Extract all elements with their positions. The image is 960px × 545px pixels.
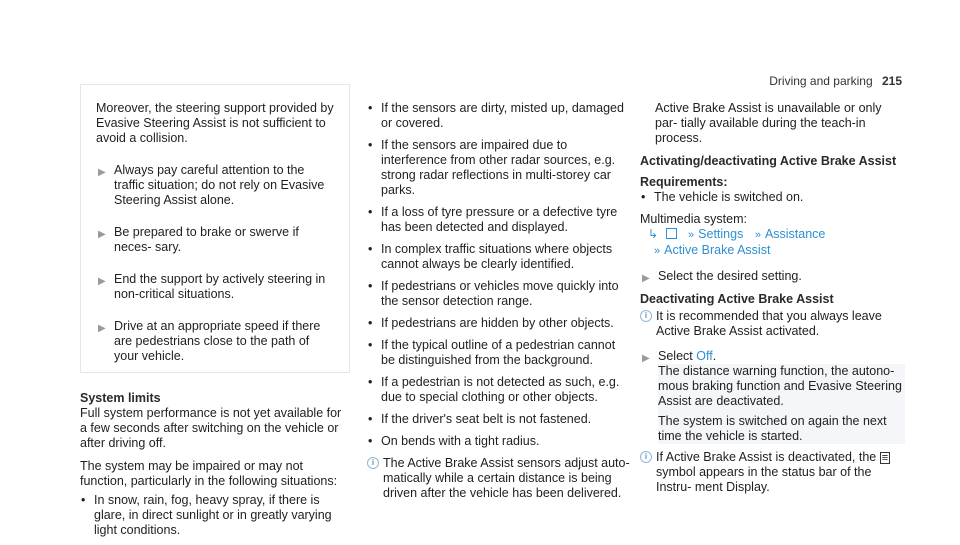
activating-heading: Activating/deactivating Active Brake Assist	[640, 154, 897, 168]
limits-paragraph: Full system performance is not yet available for a few seconds after switching on the vehicle or after driving off.	[80, 406, 342, 450]
list-item: • If a loss of tyre pressure or a defective tyre has been detected and displayed.	[368, 205, 618, 234]
info-note: i It is recommended that you always leave Active Brake Assist activated.	[640, 309, 905, 339]
step-item: ▶ Drive at an appropriate speed if there are pedestrians close to the path of your vehicle.	[98, 319, 321, 363]
intro-text: Moreover, the steering support provided by Evasive Steering Assist is not sufficient to avoid a collision.	[96, 101, 334, 145]
info-icon: i	[640, 451, 652, 463]
chevron-icon: »	[688, 229, 695, 241]
step-arrow-icon: ▶	[642, 353, 650, 364]
list-item: • If the sensors are dirty, misted up, damaged or covered.	[368, 101, 624, 130]
nav-settings: Settings	[698, 227, 744, 241]
continued-text: Active Brake Assist is unavailable or only par‐ tially available during the teach‐in process.	[655, 101, 882, 145]
column-right	[640, 101, 905, 495]
deactivating-heading: Deactivating Active Brake Assist	[640, 292, 834, 306]
multimedia-label: Multimedia system:	[640, 212, 747, 226]
list-item: • If pedestrians are hidden by other objects.	[368, 316, 614, 330]
list-item: • If pedestrians or vehicles move quickly into the sensor detection range.	[368, 279, 619, 308]
step-item: ▶ Select Off. The distance warning function, the autono‐ mous braking function and Evasive Steering Assist are deactivated. The system is switched on again the next time the vehicle is started.	[640, 349, 905, 444]
info-note: i The Active Brake Assist sensors adjust auto‐ matically while a certain distance is being driven after the vehicle has been delivered.	[367, 456, 631, 501]
chevron-icon: »	[654, 245, 661, 257]
step-detail: The distance warning function, the autono‐ mous braking function and Evasive Steering Assist are deactivated. The system is switched on again the next time the vehicle is started.	[658, 364, 905, 444]
brake-assist-symbol-icon: ≡	[881, 452, 889, 464]
warning-box	[80, 84, 350, 373]
step-arrow-icon: ▶	[98, 323, 106, 334]
list-item: • If the sensors are impaired due to interference from other radar sources, e.g. strong radar reflections in multi‐storey car parks.	[368, 138, 616, 197]
home-icon	[666, 228, 677, 239]
info-note: i If Active Brake Assist is deactivated, the ≡ symbol appears in the status bar of the Instru‐ ment Display.	[640, 450, 905, 495]
step-item: ▶ Select the desired setting.	[642, 269, 802, 284]
step-arrow-icon: ▶	[98, 276, 106, 287]
page-header	[769, 74, 902, 89]
off-option: Off	[696, 349, 713, 363]
menu-path	[640, 227, 905, 243]
step-arrow-icon: ▶	[642, 273, 650, 284]
chevron-icon: »	[754, 229, 761, 241]
step-item: ▶ End the support by actively steering in non‐critical situations.	[98, 272, 326, 301]
step-arrow-icon: ▶	[98, 167, 106, 178]
info-icon: i	[367, 457, 379, 469]
system-limits-heading: System limits	[80, 391, 161, 405]
nav-active-brake-assist: Active Brake Assist	[664, 243, 771, 257]
section-title: Driving and parking	[769, 74, 873, 88]
step-arrow-icon: ▶	[98, 229, 106, 240]
limits-paragraph: The system may be impaired or may not function, particularly in the following situations:	[80, 459, 338, 488]
list-item: • The vehicle is switched on.	[641, 190, 804, 204]
nav-assistance: Assistance	[764, 227, 826, 241]
list-item: • If a pedestrian is not detected as such, e.g. due to special clothing or other objects.	[368, 375, 620, 404]
list-item: • If the typical outline of a pedestrian cannot be distinguished from the background.	[368, 338, 616, 367]
page-number: 215	[881, 74, 902, 88]
column-middle	[367, 101, 631, 501]
list-item: • In snow, rain, fog, heavy spray, if there is glare, in direct sunlight or in greatly varying light conditions.	[81, 493, 332, 537]
step-item: ▶ Always pay careful attention to the traffic situation; do not rely on Evasive Steering Assist alone.	[98, 163, 325, 207]
column-left	[80, 84, 350, 545]
step-item: ▶ Be prepared to brake or swerve if neces‐ sary.	[98, 225, 299, 254]
list-item: • In complex traffic situations where objects cannot always be clearly identified.	[368, 242, 613, 271]
info-icon: i	[640, 310, 652, 322]
menu-path-cont	[640, 243, 905, 259]
list-item: • On bends with a tight radius.	[368, 434, 540, 448]
requirements-heading: Requirements:	[640, 175, 728, 189]
return-arrow-icon: ↳	[648, 227, 659, 241]
list-item: • If the driver's seat belt is not fastened.	[368, 412, 592, 426]
